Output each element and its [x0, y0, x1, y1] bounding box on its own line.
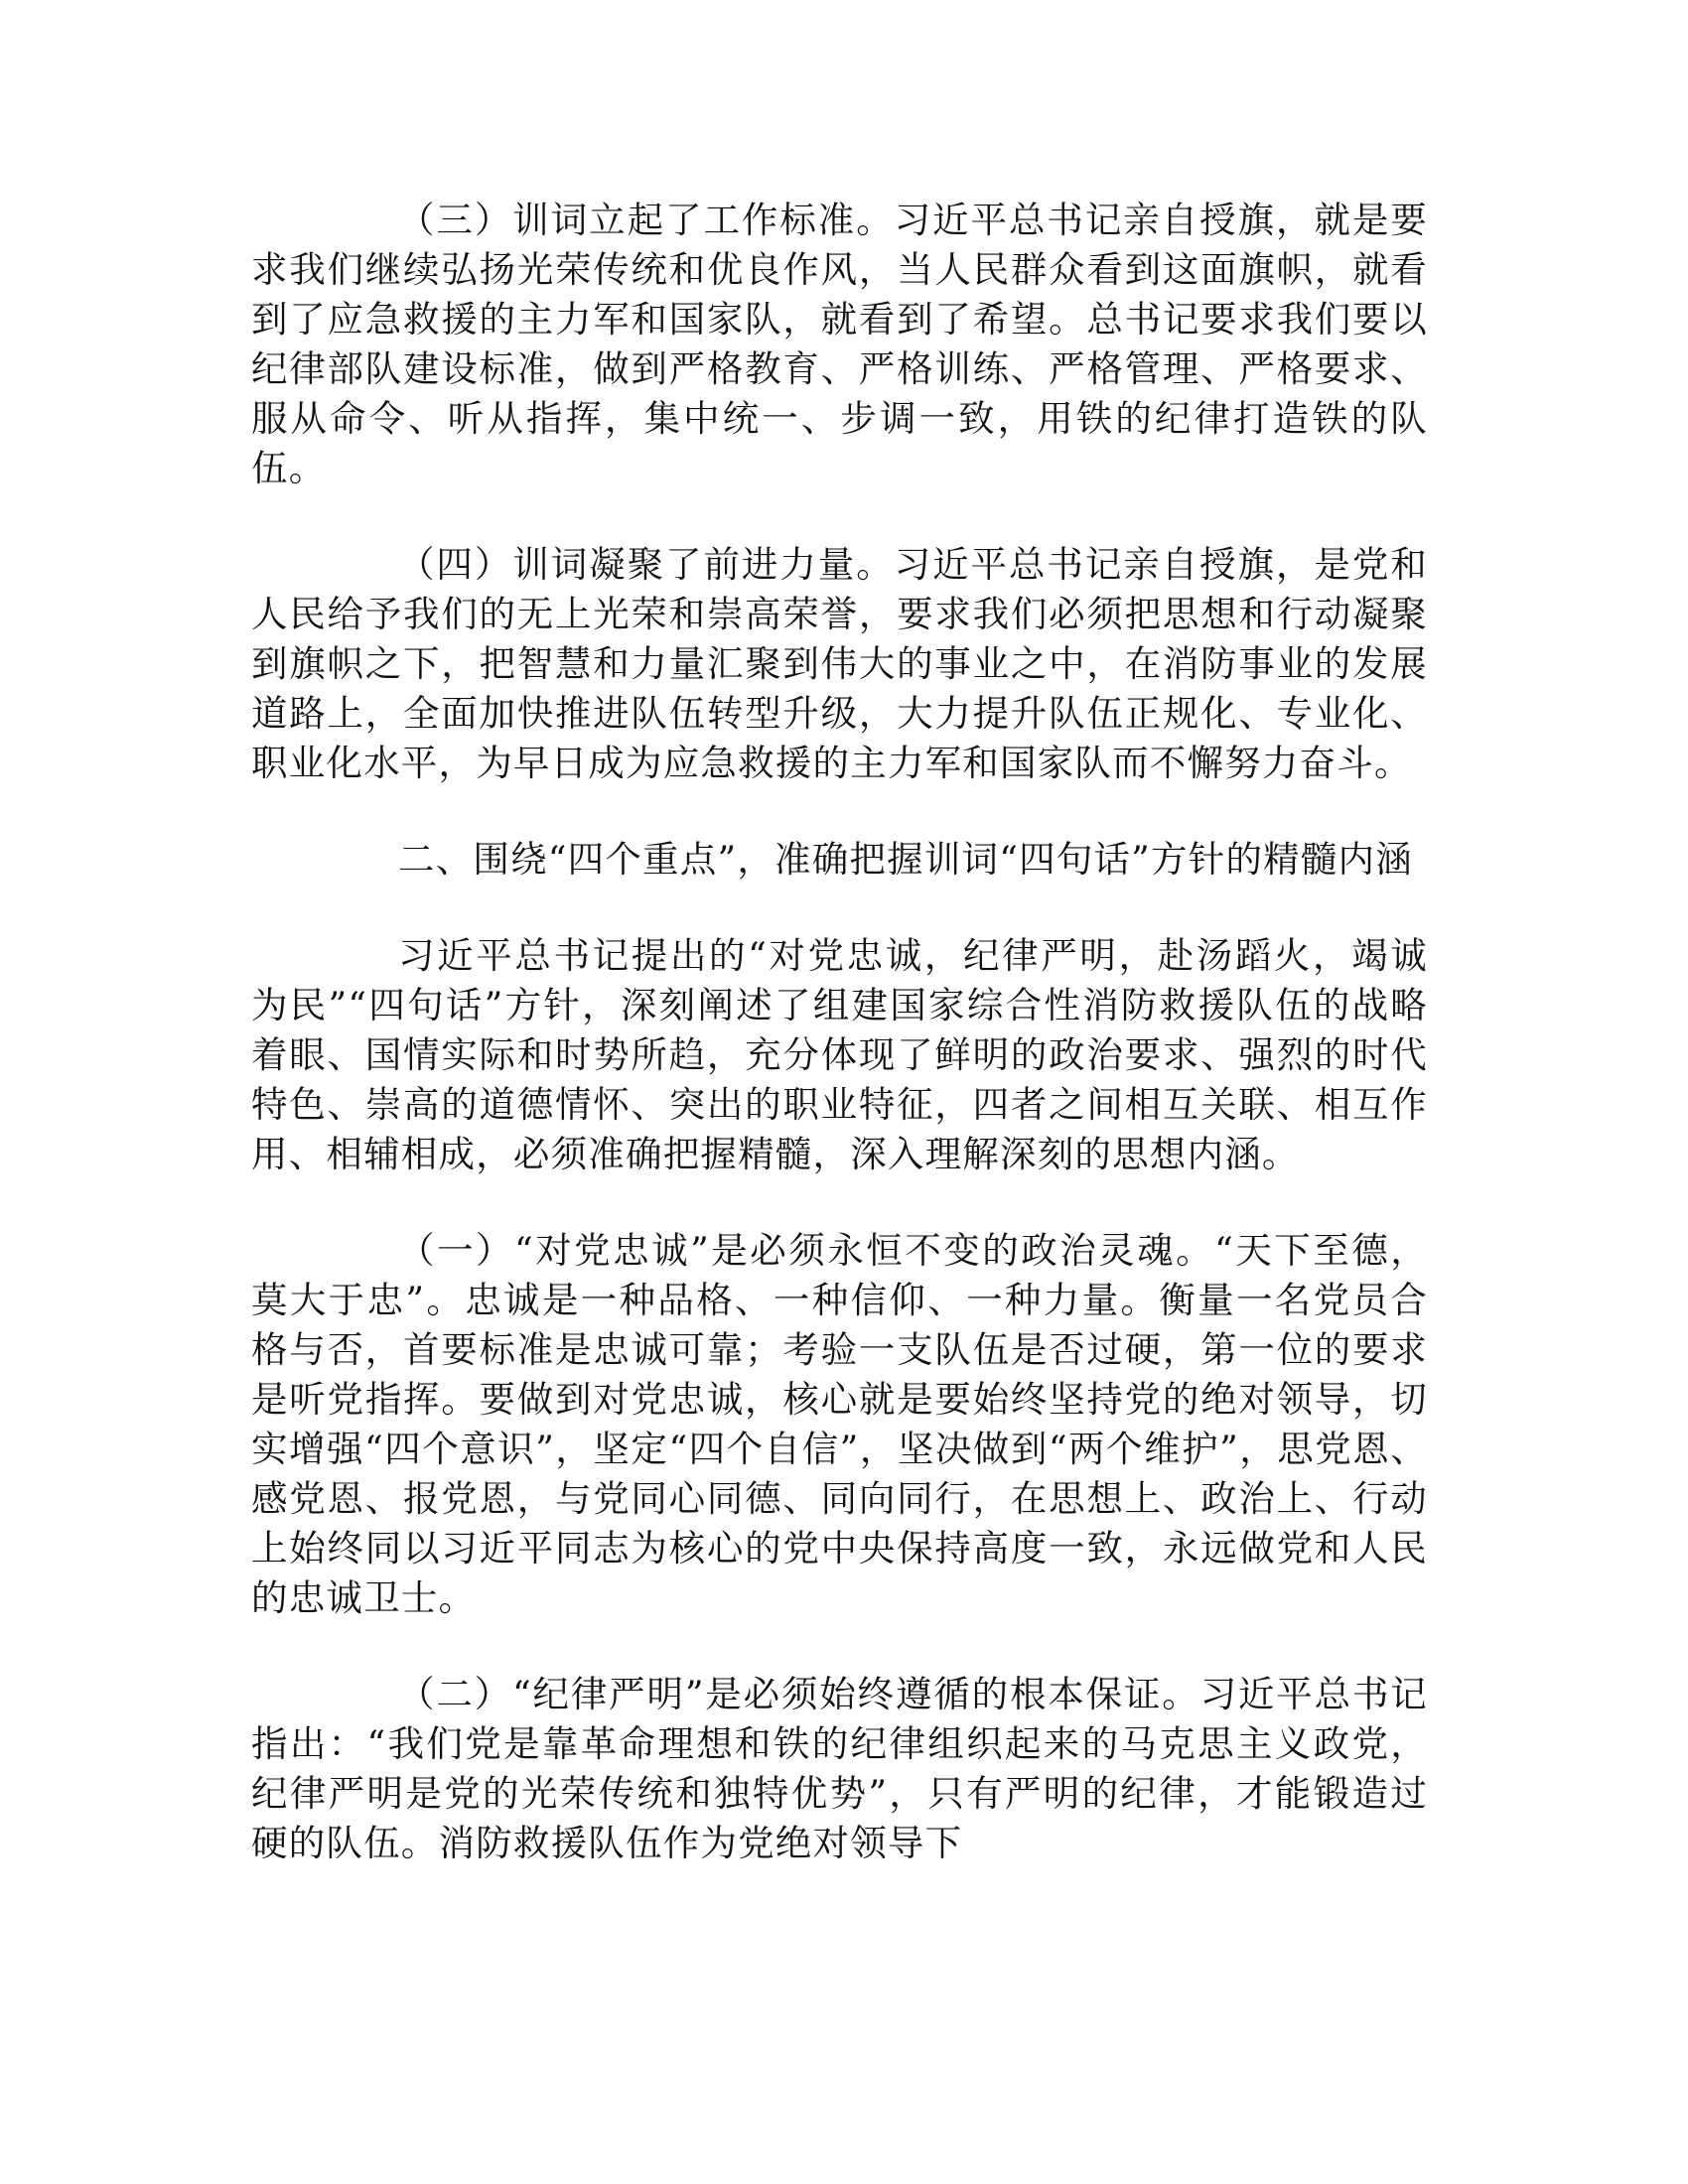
paragraph-forward-strength: （四）训词凝聚了前进力量。习近平总书记亲自授旗，是党和人民给予我们的无上光荣和崇高荣誉，要求我们必须把思想和行动凝聚到旗帜之下，把智慧和力量汇聚到伟大的事业之中，在消防事业的发展道路上，全面加快推进队伍转型升级，大力提升队伍正规化、专业化、职业化水平，为早日成为应急救援的主力军和国家队而不懈努力奋斗。: [251, 543, 1428, 784]
paragraph-work-standards: （三）训词立起了工作标准。习近平总书记亲自授旗，就是要求我们继续弘扬光荣传统和优良作风，当人民群众看到这面旗帜，就看到了应急救援的主力军和国家队，就看到了希望。总书记要求我们要以纪律部队建设标准，做到严格教育、严格训练、严格管理、严格要求、服从命令、听从指挥，集中统一、步调一致，用铁的纪律打造铁的队伍。: [251, 199, 1428, 489]
paragraph-four-sentence-policy: 习近平总书记提出的“对党忠诚，纪律严明，赴汤蹈火，竭诚为民”“四句话”方针，深刻阐述了组建国家综合性消防救援队伍的战略着眼、国情实际和时势所趋，充分体现了鲜明的政治要求、强烈的时代特色、崇高的道德情怀、突出的职业特征，四者之间相互关联、相互作用、相辅相成，必须准确把握精髓，深入理解深刻的思想内涵。: [251, 934, 1428, 1175]
section-heading-four-key-points: 二、围绕“四个重点”，准确把握训词“四句话”方针的精髓内涵: [398, 838, 1413, 881]
paragraph-strict-discipline: （二）“纪律严明”是必须始终遵循的根本保证。习近平总书记指出：“我们党是靠革命理想和铁的纪律组织起来的马克思主义政党，纪律严明是党的光荣传统和独特优势”，只有严明的纪律，才能锻造过硬的队伍。消防救援队伍作为党绝对领导下: [251, 1673, 1428, 1864]
paragraph-loyalty-to-party: （一）“对党忠诚”是必须永恒不变的政治灵魂。“天下至德，莫大于忠”。忠诚是一种品格、一种信仰、一种力量。衡量一名党员合格与否，首要标准是忠诚可靠；考验一支队伍是否过硬，第一位的要求是听党指挥。要做到对党忠诚，核心就是要始终坚持党的绝对领导，切实增强“四个意识”，坚定“四个自信”，坚决做到“两个维护”，思党恩、感党恩、报党恩，与党同心同德、同向同行，在思想上、政治上、行动上始终同以习近平同志为核心的党中央保持高度一致，永远做党和人民的忠诚卫士。: [251, 1229, 1428, 1619]
body-text: [251, 196, 1428, 1868]
